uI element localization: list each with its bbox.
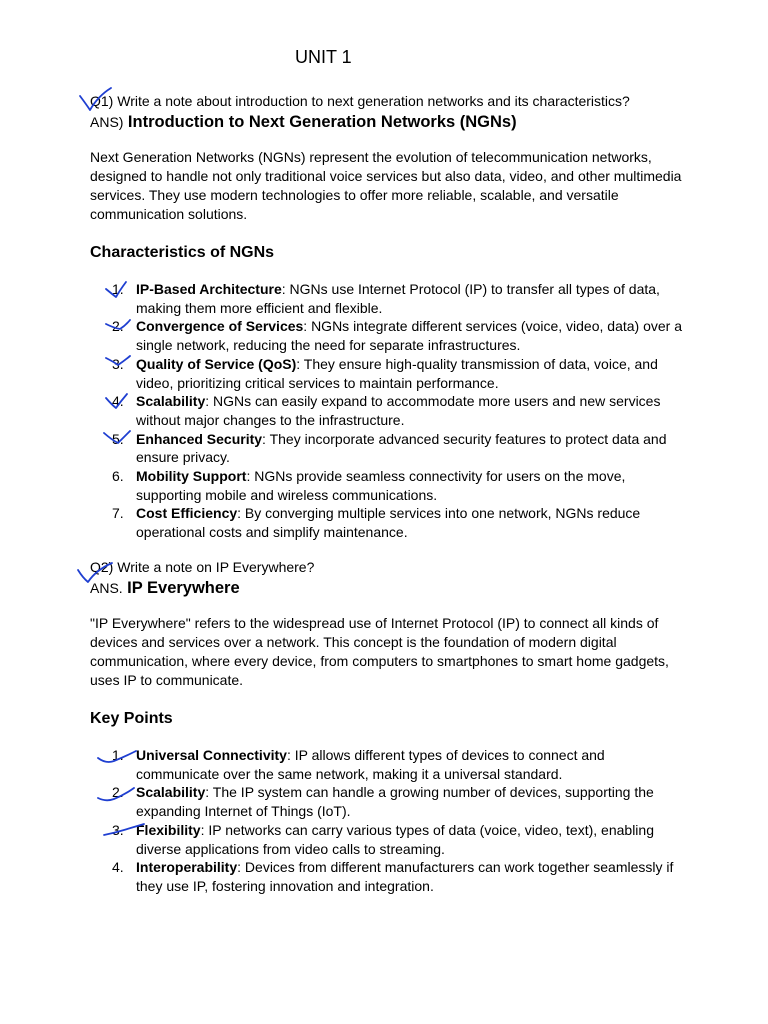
list-item-number: 1. (112, 747, 124, 763)
unit-title: UNIT 1 (295, 47, 352, 67)
answer-2-intro: "IP Everywhere" refers to the widespread use of Internet Protocol (IP) to connect all kinds of devices and services over a network. This concept is the foundation of modern digital communication, where every device, from computers to smartphones to smart home gadgets, uses IP to communicate. (90, 615, 669, 688)
list-item (90, 280, 690, 317)
list-item-number: 3. (112, 355, 124, 372)
list-item-number: 5. (112, 430, 124, 447)
list-item (90, 317, 690, 354)
list-item-text: : NGNs integrate different services (voice, video, data) over a single network, reducing the need for separate infrastructures. (136, 318, 682, 354)
answer-prefix: ANS) (90, 114, 124, 130)
list-item-term: Convergence of Services (136, 318, 304, 335)
list-item (90, 746, 690, 783)
answer-heading: IP Everywhere (127, 579, 240, 597)
list-item-number: 3. (112, 821, 124, 838)
list-item-number: 1. (112, 281, 124, 297)
list-item (90, 783, 690, 820)
list-item-text: : NGNs provide seamless connectivity for users on the move, supporting mobile and wireless communications. (136, 468, 626, 503)
section-heading-characteristics: Characteristics of NGNs (90, 244, 275, 261)
list-item-number: 4. (112, 859, 124, 876)
list-item-number: 7. (112, 505, 124, 522)
list-item-term: Mobility Support (136, 468, 247, 485)
list-item-text: : IP allows different types of devices to connect and communicate over the same network, making it a universal standard. (136, 747, 605, 782)
list-item-text: : They incorporate advanced security features to protect data and ensure privacy. (136, 430, 667, 466)
list-item (90, 355, 690, 392)
list-item-term: Flexibility (136, 821, 201, 838)
characteristics-list (90, 280, 690, 542)
list-item-term: Scalability (136, 393, 206, 410)
answer-2-heading-line (90, 577, 240, 600)
list-item (90, 821, 690, 858)
list-item (90, 504, 690, 541)
list-item (90, 392, 690, 429)
list-item-text: : Devices from different manufacturers can work together seamlessly if they use IP, fostering innovation and integration. (136, 859, 674, 894)
answer-1-intro: Next Generation Networks (NGNs) represent the evolution of telecommunication networks, designed to handle not only traditional voice services but also data, video, and other multimedia services. They use modern technologies to offer more reliable, scalable, and versatile communication solutions. (90, 149, 682, 222)
key-points-list (90, 746, 690, 896)
list-item (90, 467, 690, 504)
answer-prefix: ANS. (90, 580, 123, 596)
list-item (90, 430, 690, 467)
list-item-number: 2. (112, 784, 124, 801)
answer-heading: Introduction to Next Generation Networks (NGNs) (127, 113, 517, 131)
list-item (90, 858, 690, 895)
list-item-text: : NGNs use Internet Protocol (IP) to transfer all types of data, making them more efficient and flexible. (136, 281, 660, 316)
question-2: Q2) Write a note on IP Everywhere? (90, 559, 315, 575)
list-item-number: 4. (112, 393, 124, 410)
list-item-term: IP-Based Architecture (136, 281, 282, 297)
list-item-text: : They ensure high-quality transmission of data, voice, and video, prioritizing critical services to maintain performance. (136, 355, 658, 391)
list-item-term: Scalability (136, 784, 206, 801)
section-heading-key-points: Key Points (90, 710, 173, 727)
list-item-number: 2. (112, 318, 124, 335)
list-item-term: Enhanced Security (136, 430, 263, 447)
list-item-text: : NGNs can easily expand to accommodate more users and new services without major changes to the infrastructure. (136, 393, 661, 428)
list-item-term: Cost Efficiency (136, 505, 238, 522)
list-item-term: Universal Connectivity (136, 747, 287, 763)
list-item-term: Interoperability (136, 859, 238, 876)
list-item-text: : By converging multiple services into one network, NGNs reduce operational costs and simplify maintenance. (136, 505, 641, 541)
list-item-text: : IP networks can carry various types of data (voice, video, text), enabling diverse applications from video calls to streaming. (136, 821, 654, 857)
question-1: Q1) Write a note about introduction to next generation networks and its characteristics? (90, 93, 630, 109)
list-item-number: 6. (112, 468, 124, 485)
list-item-term: Quality of Service (QoS) (136, 355, 297, 372)
answer-1-heading-line (90, 111, 517, 134)
list-item-text: : The IP system can handle a growing number of devices, supporting the expanding Internet of Things (IoT). (136, 784, 654, 820)
